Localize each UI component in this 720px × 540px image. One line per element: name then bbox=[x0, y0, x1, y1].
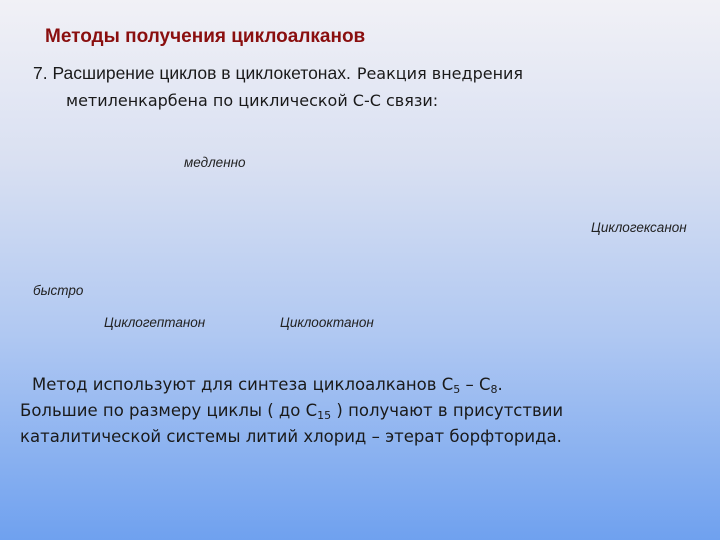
paragraph-text: Метод используют для синтеза циклоалканов С bbox=[32, 375, 454, 394]
heading-line-1 bbox=[33, 63, 523, 84]
paragraph-text: ) получают в присутствии bbox=[331, 401, 564, 420]
paragraph-line-2 bbox=[20, 398, 710, 424]
heading-part-1: 7. Расширение циклов в циклокетонах. bbox=[33, 63, 351, 83]
label-cycloheptanone: Циклогептанон bbox=[104, 315, 206, 330]
paragraph-text: Большие по размеру циклы ( до С bbox=[20, 401, 318, 420]
heading-line-2: метиленкарбена по циклической С-С связи: bbox=[66, 91, 439, 110]
label-cyclooctanone: Циклооктанон bbox=[280, 315, 374, 330]
label-slow: медленно bbox=[184, 155, 246, 170]
paragraph-text: . bbox=[497, 375, 503, 394]
subscript: 8 bbox=[490, 383, 498, 396]
slide-title: Методы получения циклоалканов bbox=[45, 26, 366, 47]
heading-part-2: Реакция внедрения bbox=[356, 64, 524, 83]
paragraph-text: – С bbox=[460, 375, 491, 394]
label-cyclohexanone: Циклогексанон bbox=[591, 220, 687, 235]
subscript: 15 bbox=[317, 409, 332, 422]
paragraph-line-1 bbox=[20, 372, 710, 398]
subscript: 5 bbox=[453, 383, 461, 396]
label-fast: быстро bbox=[33, 283, 84, 298]
paragraph-line-3: каталитической системы литий хлорид – этерат борфторида. bbox=[20, 427, 562, 446]
method-paragraph bbox=[20, 372, 710, 450]
